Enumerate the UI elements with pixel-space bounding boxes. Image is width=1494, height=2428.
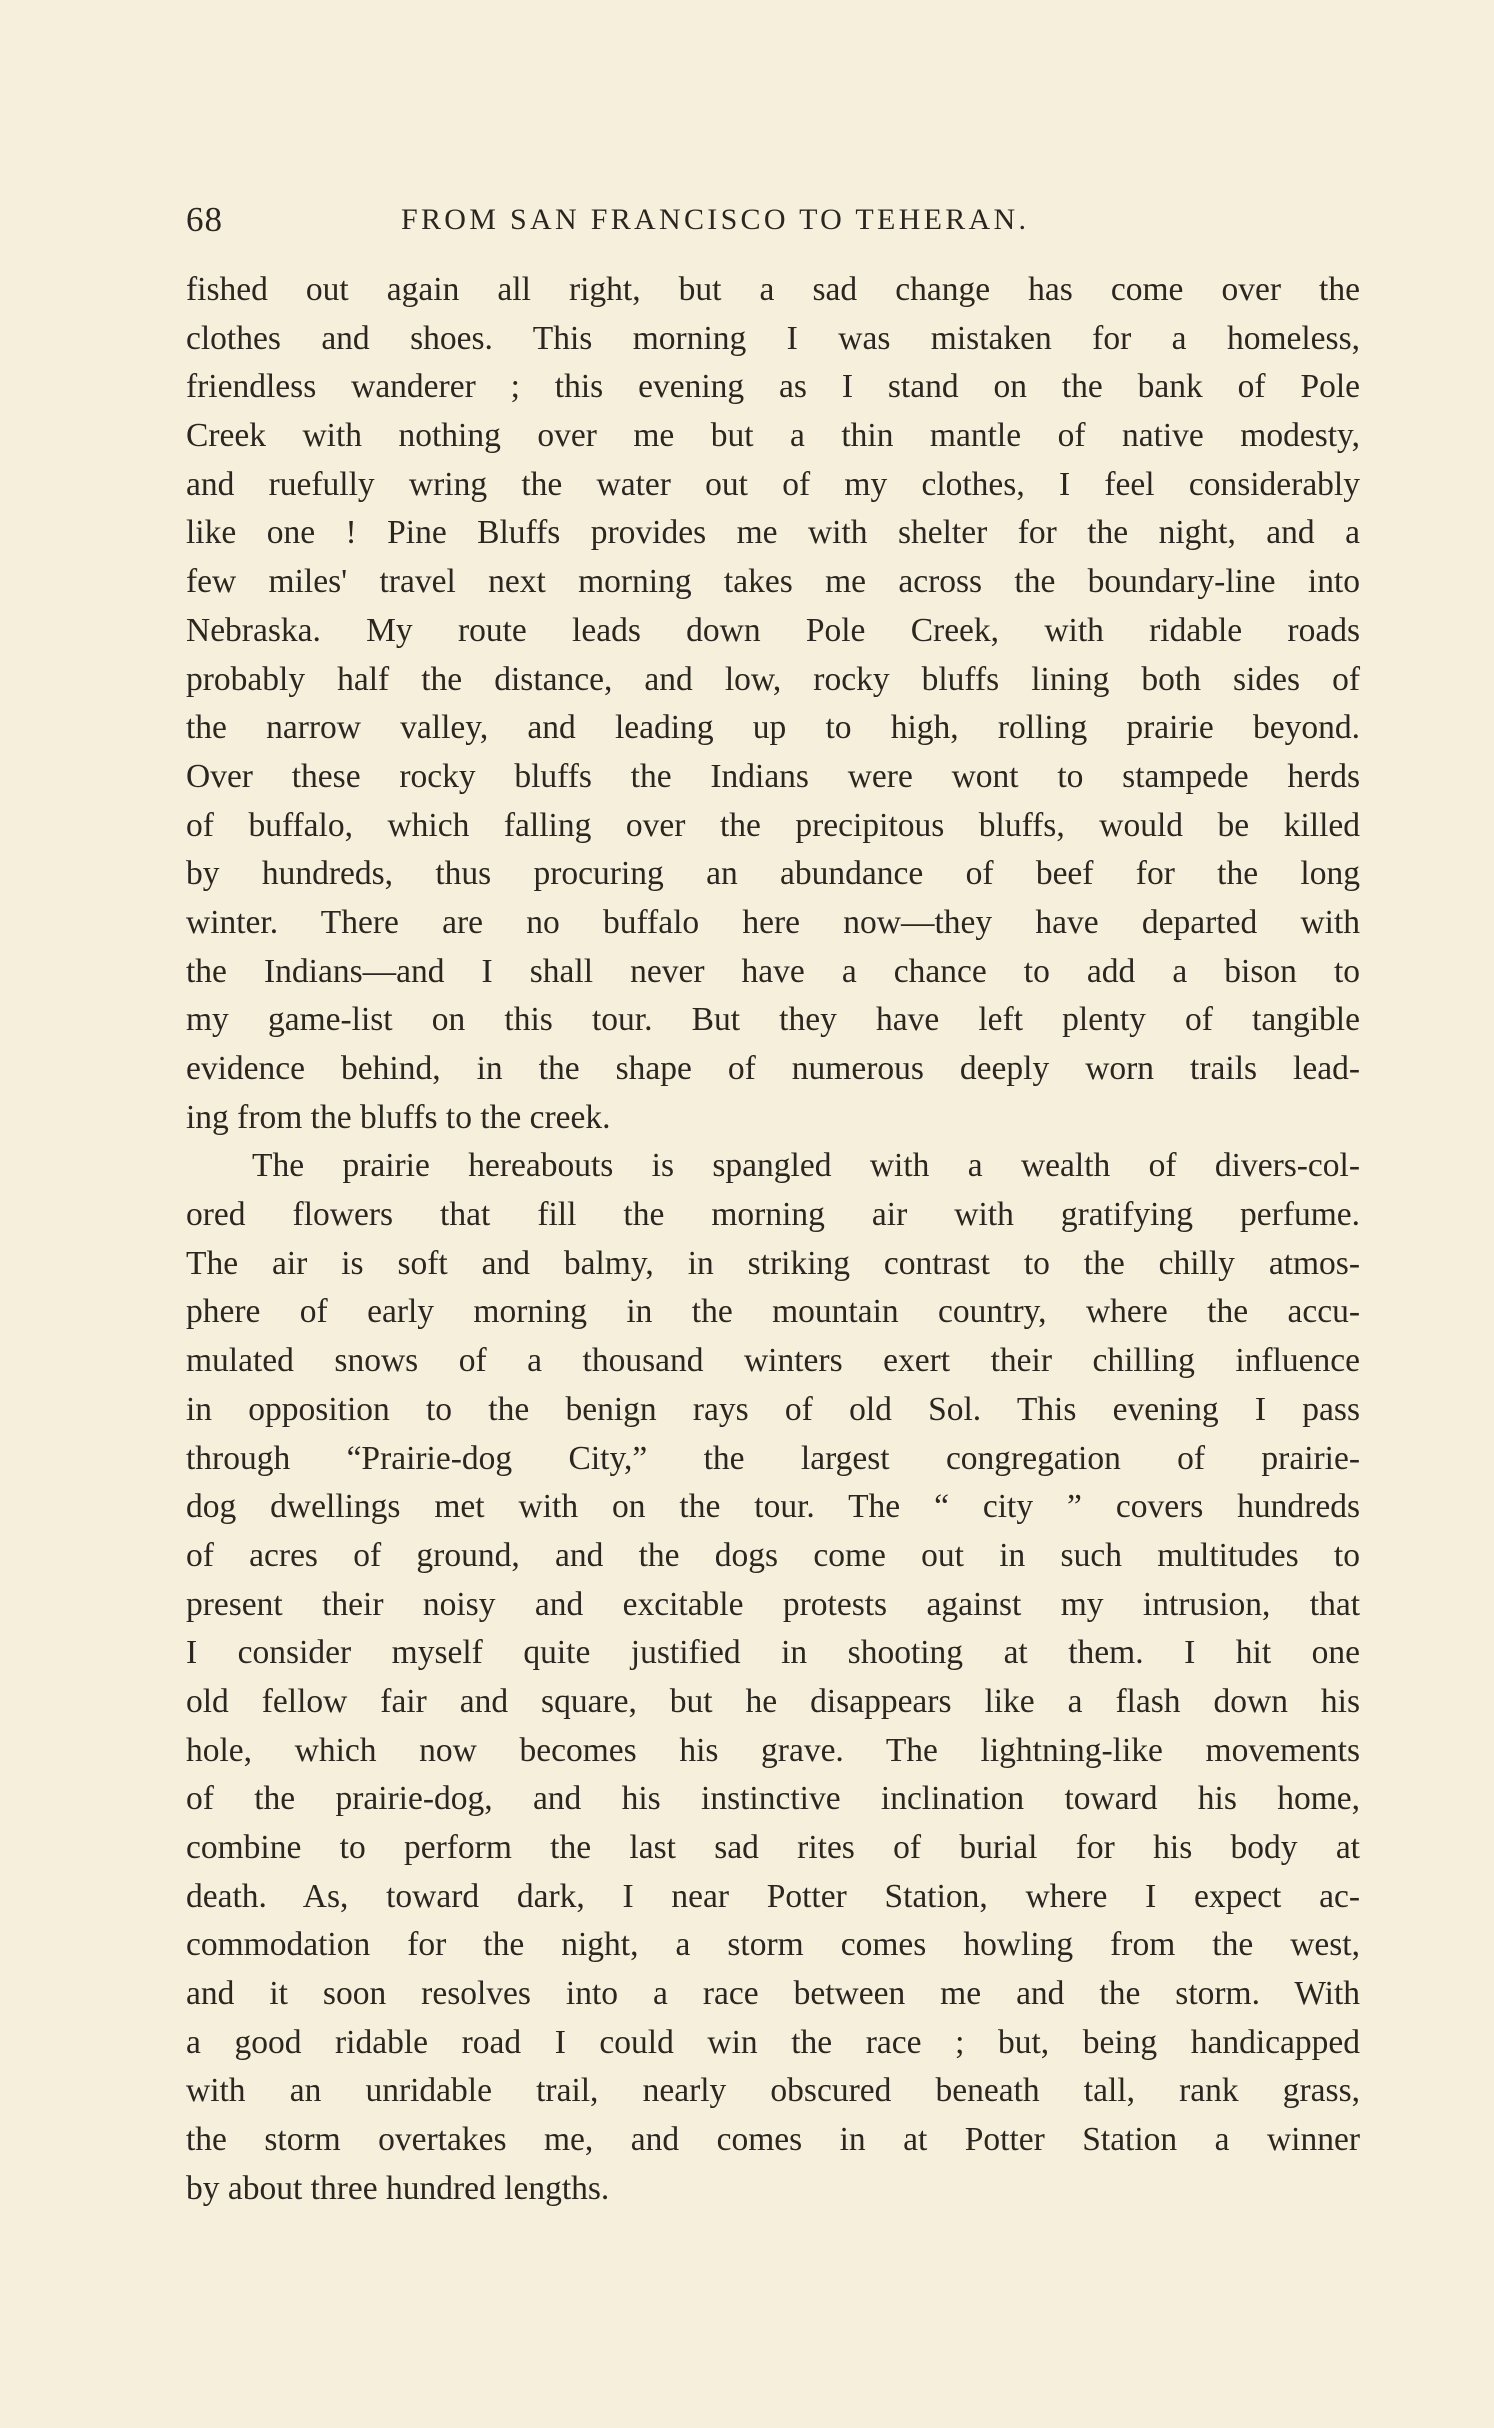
text-line: the Indians—and I shall never have a chance to add a bison to xyxy=(186,952,1360,990)
text-line: through “Prairie-dog City,” the largest congregation of prairie- xyxy=(186,1439,1360,1477)
text-line: dog dwellings met with on the tour. The “ city ” covers hundreds xyxy=(186,1488,1360,1526)
text-line: death. As, toward dark, I near Potter Station, where I expect ac- xyxy=(186,1877,1360,1915)
text-line: by about three hundred lengths. xyxy=(186,2169,610,2207)
text-line: mulated snows of a thousand winters exert their chilling influence xyxy=(186,1342,1360,1380)
text-line: commodation for the night, a storm comes howling from the west, xyxy=(186,1926,1360,1964)
text-line: phere of early morning in the mountain country, where the accu- xyxy=(186,1293,1360,1331)
paragraph-continued xyxy=(186,266,1360,1142)
page-header xyxy=(186,196,1360,244)
text-line: clothes and shoes. This morning I was mistaken for a homeless, xyxy=(186,319,1360,357)
text-line: present their noisy and excitable protests against my intrusion, that xyxy=(186,1585,1360,1623)
text-line: Nebraska. My route leads down Pole Creek, with ridable roads xyxy=(186,611,1360,649)
text-line: the storm overtakes me, and comes in at Potter Station a winner xyxy=(186,2121,1360,2159)
page-number: 68 xyxy=(186,200,223,239)
paragraph-prairie xyxy=(186,1142,1360,2213)
text-line: old fellow fair and square, but he disappears like a flash down his xyxy=(186,1682,1360,1720)
text-line: and ruefully wring the water out of my clothes, I feel considerably xyxy=(186,465,1360,503)
text-line: evidence behind, in the shape of numerous deeply worn trails lead- xyxy=(186,1050,1360,1087)
text-line: The air is soft and balmy, in striking contrast to the chilly atmos- xyxy=(186,1244,1360,1282)
text-line: few miles' travel next morning takes me across the boundary-line into xyxy=(186,563,1360,601)
text-line: and it soon resolves into a race between me and the storm. With xyxy=(186,1975,1360,2013)
text-line: Creek with nothing over me but a thin mantle of native modesty, xyxy=(186,417,1360,455)
text-line: ored flowers that fill the morning air with gratifying perfume. xyxy=(186,1196,1360,1234)
text-line: fished out again all right, but a sad change has come over the xyxy=(186,271,1360,308)
text-line: of acres of ground, and the dogs come out in such multitudes to xyxy=(186,1536,1360,1574)
text-line: I consider myself quite justified in shooting at them. I hit one xyxy=(186,1634,1360,1672)
text-line: of the prairie-dog, and his instinctive inclination toward his home, xyxy=(186,1780,1360,1818)
text-line: winter. There are no buffalo here now—they have departed with xyxy=(186,903,1360,941)
text-line: The prairie hereabouts is spangled with a wealth of divers-col- xyxy=(252,1147,1360,1185)
text-line: my game-list on this tour. But they have left plenty of tangible xyxy=(186,1001,1360,1039)
text-line: a good ridable road I could win the race ; but, being handicapped xyxy=(186,2023,1360,2061)
body-text xyxy=(186,266,1360,2214)
text-line: friendless wanderer ; this evening as I stand on the bank of Pole xyxy=(186,368,1360,406)
text-line: probably half the distance, and low, rocky bluffs lining both sides of xyxy=(186,660,1360,698)
text-line: with an unridable trail, nearly obscured beneath tall, rank grass, xyxy=(186,2072,1360,2110)
text-line: like one ! Pine Bluffs provides me with shelter for the night, and a xyxy=(186,514,1360,552)
text-line: hole, which now becomes his grave. The lightning-like movements xyxy=(186,1731,1360,1769)
text-line: by hundreds, thus procuring an abundance of beef for the long xyxy=(186,855,1360,893)
running-title: FROM SAN FRANCISCO TO TEHERAN. xyxy=(401,203,1030,236)
text-line: the narrow valley, and leading up to high, rolling prairie beyond. xyxy=(186,709,1360,747)
text-line: combine to perform the last sad rites of burial for his body at xyxy=(186,1829,1360,1866)
text-line: of buffalo, which falling over the precipitous bluffs, would be killed xyxy=(186,806,1360,844)
text-line: ing from the bluffs to the creek. xyxy=(186,1098,611,1136)
text-line: Over these rocky bluffs the Indians were wont to stampede herds xyxy=(186,757,1360,795)
text-line: in opposition to the benign rays of old Sol. This evening I pass xyxy=(186,1390,1360,1428)
